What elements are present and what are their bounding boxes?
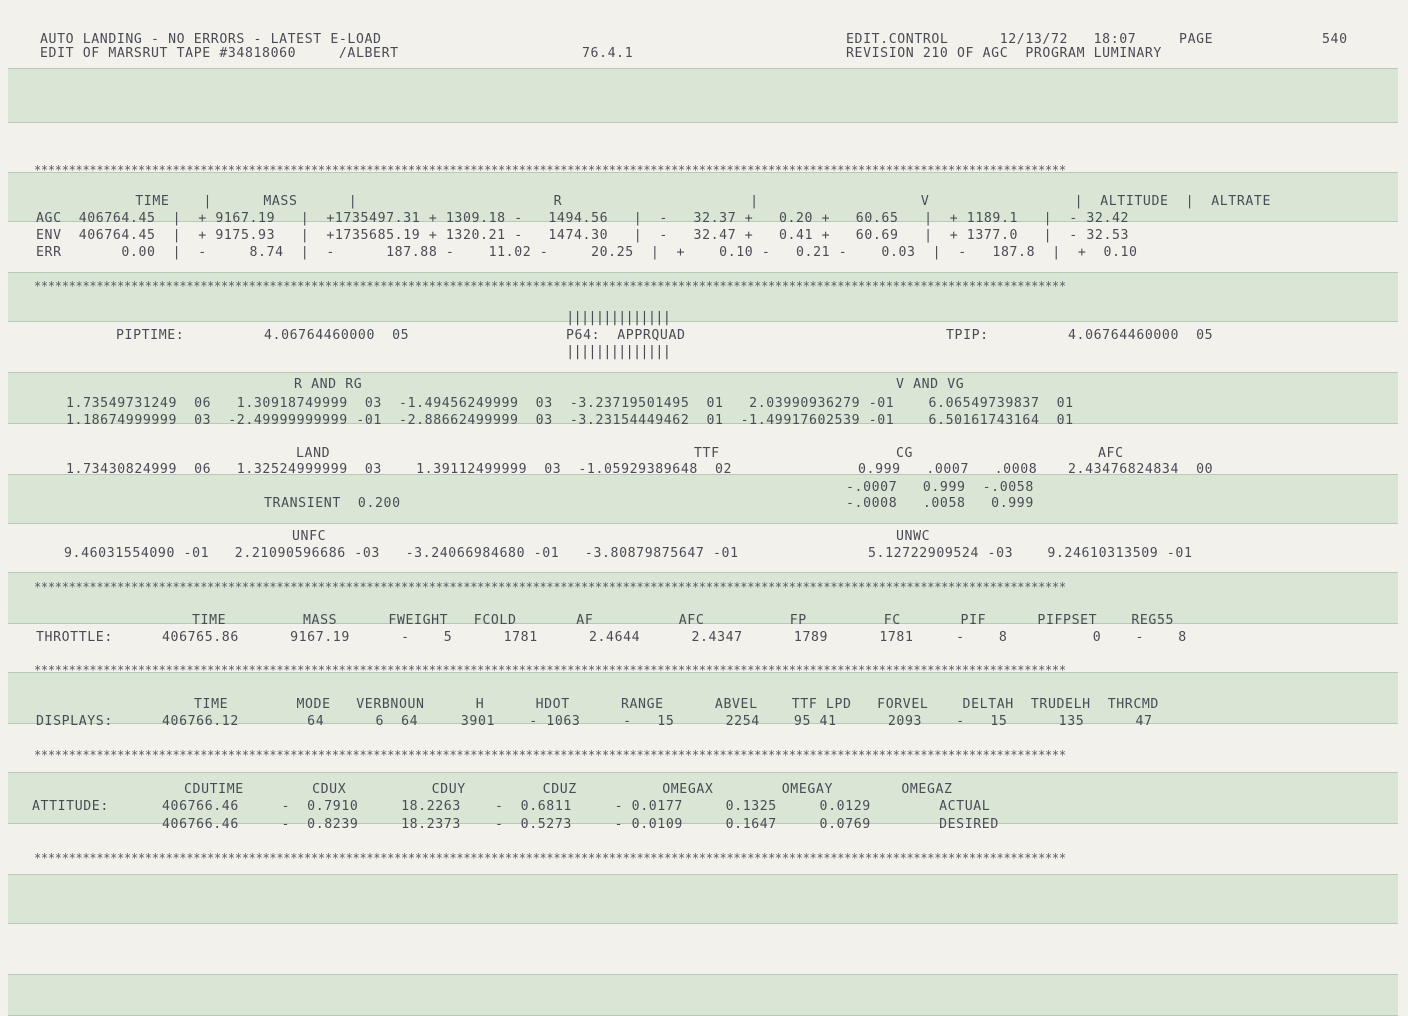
attitude-column-headers: CDUTIME CDUX CDUY CDUZ OMEGAX OMEGAY OMEGAZ bbox=[184, 782, 953, 797]
transient-value: TRANSIENT 0.200 bbox=[264, 496, 401, 511]
attitude-label: ATTITUDE: bbox=[32, 799, 109, 814]
piptime-label: PIPTIME: bbox=[116, 328, 185, 343]
unfc-row: 9.46031554090 -01 2.21090596686 -03 -3.24066984680 -01 -3.80879875647 -01 bbox=[64, 546, 739, 561]
tpip-value: 4.06764460000 05 bbox=[1068, 328, 1214, 343]
cg-matrix-row-3: -.0008 .0058 0.999 bbox=[846, 496, 1034, 511]
attitude-row-desired: 406766.46 - 0.8239 18.2373 - 0.5273 - 0.0109 0.1647 0.0769 DESIRED bbox=[162, 817, 999, 832]
state-row-agc: AGC 406764.45 | + 9167.19 | +1735497.31 + 1309.18 - 1494.56 | - 32.37 + 0.20 + 60.65 | + 1189.1 | - 32.42 bbox=[36, 211, 1130, 226]
state-column-headers: TIME | MASS | R | V | ALTITUDE | ALTRATE bbox=[84, 194, 1271, 209]
ttf-label: TTF bbox=[694, 446, 720, 461]
v-and-vg-label: V AND VG bbox=[896, 377, 965, 392]
piptime-value: 4.06764460000 05 bbox=[264, 328, 410, 343]
tape-id: EDIT OF MARSRUT TAPE #34818060 /ALBERT bbox=[40, 46, 399, 61]
program-bars-top: |||||||||||||| bbox=[566, 310, 671, 326]
attitude-row-actual: 406766.46 - 0.7910 18.2263 - 0.6811 - 0.0177 0.1325 0.0129 ACTUAL bbox=[162, 799, 991, 814]
separator-stars: ***************************************************************************************************************************************************** bbox=[34, 663, 1066, 677]
separator-stars: ***************************************************************************************************************************************************** bbox=[34, 748, 1066, 762]
displays-values: 406766.12 64 6 64 3901 - 1063 - 15 2254 95 41 2093 - 15 135 47 bbox=[162, 714, 1153, 729]
unfc-label: UNFC bbox=[292, 529, 327, 544]
separator-stars: ***************************************************************************************************************************************************** bbox=[34, 851, 1066, 865]
paper-band bbox=[8, 474, 1398, 524]
version-number: 76.4.1 bbox=[582, 46, 634, 61]
revision-line: REVISION 210 OF AGC PROGRAM LUMINARY bbox=[846, 46, 1162, 61]
cg-label: CG bbox=[896, 446, 914, 461]
throttle-label: THROTTLE: bbox=[36, 630, 113, 645]
afc-value: 2.43476824834 00 bbox=[1068, 462, 1214, 477]
edit-control-line: EDIT.CONTROL 12/13/72 18:07 PAGE bbox=[846, 32, 1214, 47]
separator-stars: ***************************************************************************************************************************************************** bbox=[34, 279, 1066, 293]
unwc-label: UNWC bbox=[896, 529, 931, 544]
guidance-row-1: 1.73549731249 06 1.30918749999 03 -1.49456249999 03 -3.23719501495 01 2.03990936279 -01 6.06549739837 01 bbox=[66, 396, 1074, 411]
paper-band bbox=[8, 68, 1398, 123]
land-row: 1.73430824999 06 1.32524999999 03 1.39112499999 03 -1.05929389648 02 bbox=[66, 462, 733, 477]
cg-matrix-row-2: -.0007 0.999 -.0058 bbox=[846, 480, 1034, 495]
state-row-err: ERR 0.00 | - 8.74 | - 187.88 - 11.02 - 20.25 | + 0.10 - 0.21 - 0.03 | - 187.8 | + 0.10 bbox=[36, 245, 1138, 260]
program-mode: P64: APPRQUAD bbox=[566, 328, 686, 343]
program-bars-bottom: |||||||||||||| bbox=[566, 344, 671, 360]
displays-label: DISPLAYS: bbox=[36, 714, 113, 729]
throttle-column-headers: TIME MASS FWEIGHT FCOLD AF AFC FP FC PIF PIFPSET REG55 bbox=[192, 613, 1175, 628]
paper-band bbox=[8, 974, 1398, 1016]
unwc-row: 5.12722909524 -03 9.24610313509 -01 bbox=[868, 546, 1193, 561]
guidance-row-2: 1.18674999999 03 -2.49999999999 -01 -2.88662499999 03 -3.23154449462 01 -1.49917602539 -01 6.50161743164 01 bbox=[66, 413, 1074, 428]
state-row-env: ENV 406764.45 | + 9175.93 | +1735685.19 + 1320.21 - 1474.30 | - 32.47 + 0.41 + 60.69 | + 1377.0 | - 32.53 bbox=[36, 228, 1130, 243]
paper-band bbox=[8, 874, 1398, 924]
land-label: LAND bbox=[296, 446, 331, 461]
report-title: AUTO LANDING - NO ERRORS - LATEST E-LOAD bbox=[40, 32, 382, 47]
separator-stars: ***************************************************************************************************************************************************** bbox=[34, 163, 1066, 177]
displays-column-headers: TIME MODE VERBNOUN H HDOT RANGE ABVEL TTF LPD FORVEL DELTAH TRUDELH THRCMD bbox=[194, 697, 1159, 712]
r-and-rg-label: R AND RG bbox=[294, 377, 363, 392]
page-number: 540 bbox=[1322, 32, 1348, 47]
separator-stars: ***************************************************************************************************************************************************** bbox=[34, 580, 1066, 594]
cg-matrix-row-1: 0.999 .0007 .0008 bbox=[858, 462, 1038, 477]
throttle-values: 406765.86 9167.19 - 5 1781 2.4644 2.4347 1789 1781 - 8 0 - 8 bbox=[162, 630, 1187, 645]
afc-label: AFC bbox=[1098, 446, 1124, 461]
tpip-label: TPIP: bbox=[946, 328, 989, 343]
